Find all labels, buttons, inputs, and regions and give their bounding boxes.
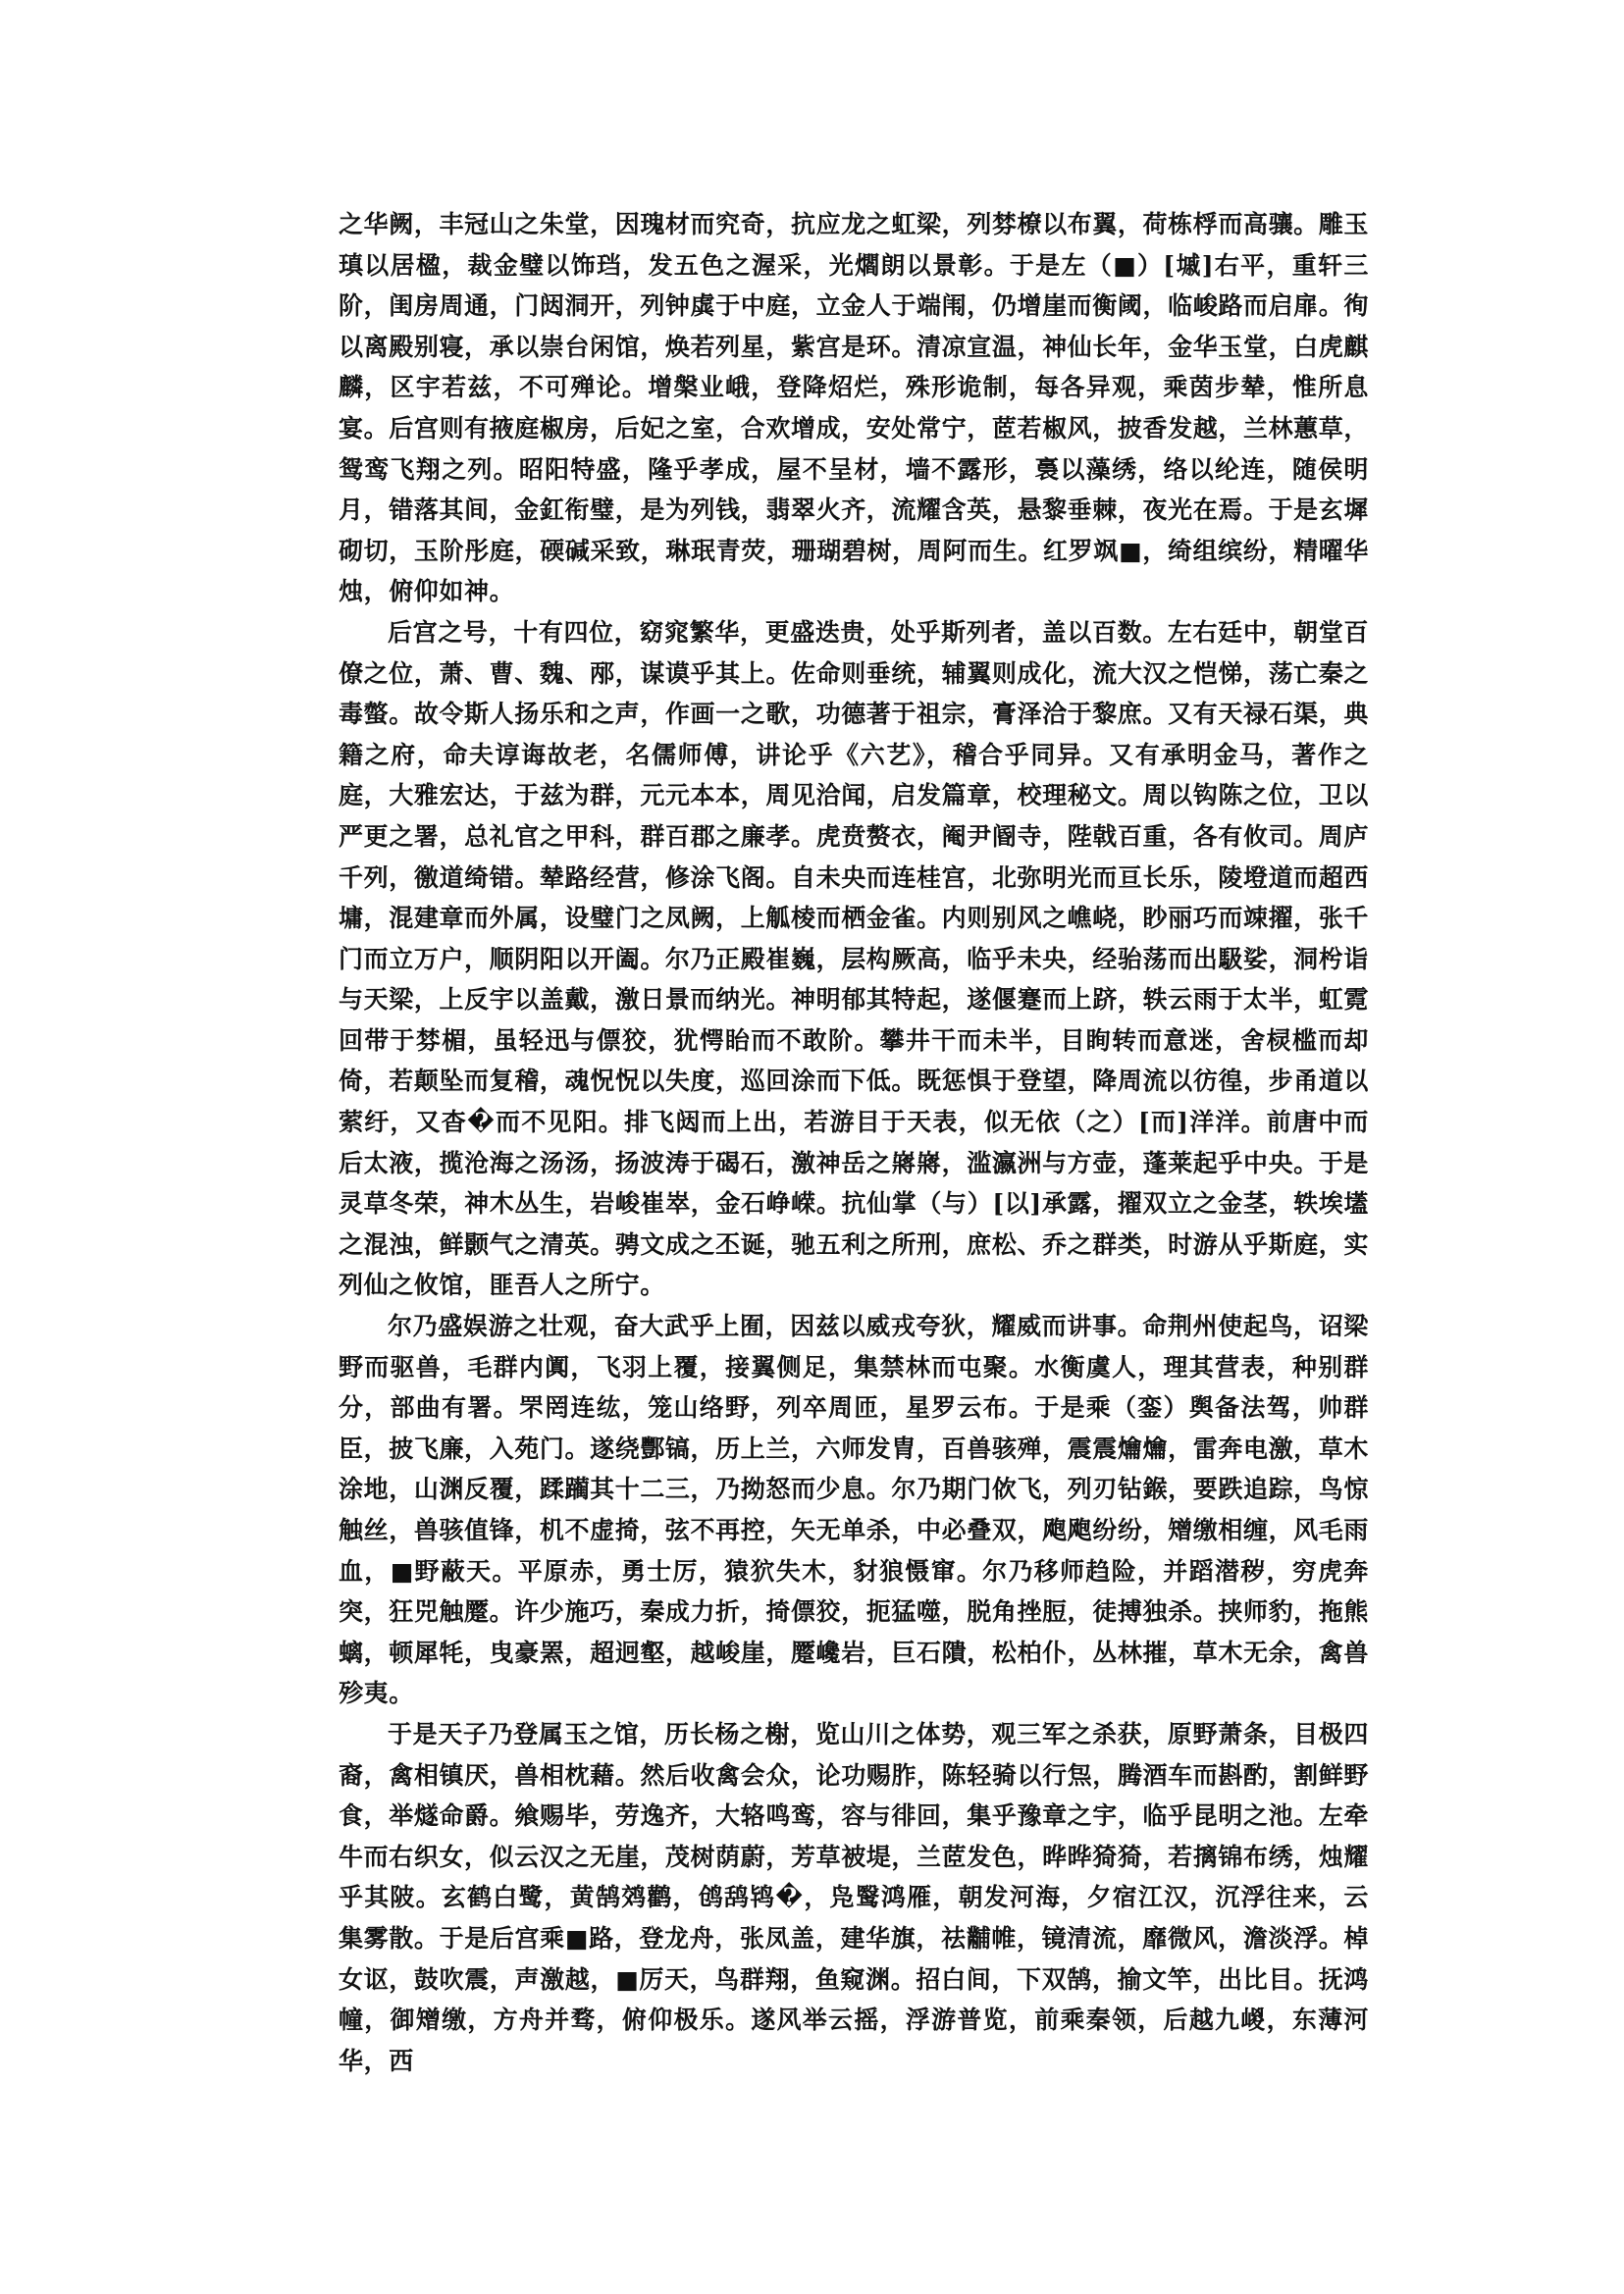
paragraph-2: 后宫之号，十有四位，窈窕繁华，更盛迭贵，处乎斯列者，盖以百数。左右廷中，朝堂百僚之位，萧、曹、魏、邴，谋谟乎其上。佐命则垂统，辅翼则成化，流大汉之恺悌，荡亡秦之毒螫。故令斯人扬乐和之声，作画一之歌，功德著于祖宗，膏泽洽于黎庶。又有天禄石渠，典籍之府，命夫谆诲故老，名儒师傅，讲论乎《六艺》，稽合乎同异。又有承明金马，著作之庭，大雅宏达，于兹为群，元元本本，周见洽闻，启发篇章，校理秘文。周以钩陈之位，卫以严更之署，总礼官之甲科，群百郡之廉孝。虎贲赘衣，阉尹阍寺，陛戟百重，各有攸司。周庐千列，徼道绮错。辇路经营，修涂飞阁。自未央而连桂宫，北弥明光而亘长乐，陵墱道而超西墉，混建章而外属，设璧门之凤阙，上觚棱而栖金雀。内则别风之嶕峣，眇丽巧而竦擢，张千门而立万户，顺阴阳以开阖。尔乃正殿崔巍，层构厥高，临乎未央，经骀荡而出馺娑，洞枍诣与天梁，上反宇以盖戴，激日景而纳光。神明郁其特起，遂偃蹇而上跻，轶云雨于太半，虹霓回带于棼楣，虽轻迅与僄狡，犹愕眙而不敢阶。攀井干而未半，目眴转而意迷，舍棂槛而却倚，若颠坠而复稽，魂怳怳以失度，巡回涂而下低。既惩惧于登望，降周流以彷徨，步甬道以萦纡，又杳�而不见阳。排飞闼而上出，若游目于天表，似无依（之）[而]洋洋。前唐中而后太液，揽沧海之汤汤，扬波涛于碣石，激神岳之嶈嶈，滥瀛洲与方壶，蓬莱起乎中央。于是灵草冬荣，神木丛生，岩峻崔崒，金石峥嵘。抗仙掌（与）[以]承露，擢双立之金茎，轶埃壒之混浊，鲜颢气之清英。骋文成之丕诞，驰五利之所刑，庶松、乔之群类，时游从乎斯庭，实列仙之攸馆，匪吾人之所宁。	[339, 617, 1369, 1300]
paragraph-3: 尔乃盛娱游之壮观，奋大武乎上囿，因兹以威戎夸狄，耀威而讲事。命荆州使起鸟，诏梁野而驱兽，毛群内阗，飞羽上覆，接翼侧足，集禁林而屯聚。水衡虞人，理其营表，种别群分，部曲有署。罘罔连纮，笼山络野，列卒周匝，星罗云布。于是乘（銮）舆备法驾，帅群臣，披飞廉，入苑门。遂绕酆镐，历上兰，六师发胄，百兽骇殚，震震爚爚，雷奔电激，草木涂地，山渊反覆，蹂躏其十二三，乃拗怒而少息。尔乃期门佽飞，列刃钻鍭，要跌追踪，鸟惊触丝，兽骇值锋，机不虚掎，弦不再控，矢无单杀，中必叠双，飑飑纷纷，矰缴相缠，风毛雨血，■野蔽天。平原赤，勇士厉，猿狖失木，豺狼慑窜。尔乃移师趋险，并蹈潜秽，穷虎奔突，狂兕触蹷。许少施巧，秦成力折，掎僄狡，扼猛噬，脱角挫脰，徒搏独杀。挟师豹，拖熊螭，顿犀牦，曳豪罴，超迥壑，越峻崖，蹷巉岩，巨石隤，松柏仆，丛林摧，草木无余，禽兽殄夷。	[339, 1312, 1369, 1708]
document-page	[339, 204, 1369, 2081]
paragraph-1: 之华阙，丰冠山之朱堂，因瑰材而究奇，抗应龙之虹梁，列棼橑以布翼，荷栋桴而高骧。雕玉瑱以居楹，裁金璧以饰珰，发五色之渥采，光爓朗以景彰。于是左（■）[墄]右平，重轩三阶，闺房周通，门闼洞开，列钟虡于中庭，立金人于端闱，仍增崖而衡阈，临峻路而启扉。徇以离殿别寝，承以崇台闲馆，焕若列星，紫宫是环。清凉宣温，神仙长年，金华玉堂，白虎麒麟，区宇若兹，不可殚论。增槃业峨，登降炤烂，殊形诡制，每各异观，乘茵步辇，惟所息宴。后宫则有掖庭椒房，后妃之室，合欢增成，安处常宁，茝若椒风，披香发越，兰林蕙草，鸳鸾飞翔之列。昭阳特盛，隆乎孝成，屋不呈材，墙不露形，裛以藻绣，络以纶连，随侯明月，错落其间，金釭衔璧，是为列钱，翡翠火齐，流耀含英，悬黎垂棘，夜光在焉。于是玄墀砌切，玉阶彤庭，碝碱采致，琳珉青荧，珊瑚碧树，周阿而生。红罗飒■，绮组缤纷，精曜华烛，俯仰如神。	[339, 210, 1369, 606]
paragraph-4: 于是天子乃登属玉之馆，历长杨之榭，览山川之体势，观三军之杀获，原野萧条，目极四裔，禽相镇厌，兽相枕藉。然后收禽会众，论功赐胙，陈轻骑以行炰，腾酒车而斟酌，割鲜野食，举燧命爵。飨赐毕，劳逸齐，大辂鸣鸾，容与徘回，集乎豫章之宇，临乎昆明之池。左牵牛而右织女，似云汉之无崖，茂树荫蔚，芳草被堤，兰茝发色，晔晔猗猗，若摛锦布绣，烛耀乎其陂。玄鹤白鹭，黄鹄䴔鹳，鸧鸹鸨�，凫鹥鸿雁，朝发河海，夕宿江汉，沉浮往来，云集雾散。于是后宫乘■路，登龙舟，张凤盖，建华旗，祛黼帷，镜清流，靡微风，澹淡浮。棹女讴，鼓吹震，声激越，■厉天，鸟群翔，鱼窥渊。招白间，下双鹄，揄文竿，出比目。抚鸿幢，御矰缴，方舟并骛，俯仰极乐。遂风举云摇，浮游普览，前乘秦领，后越九嵕，东薄河华，西	[339, 1719, 1369, 2075]
